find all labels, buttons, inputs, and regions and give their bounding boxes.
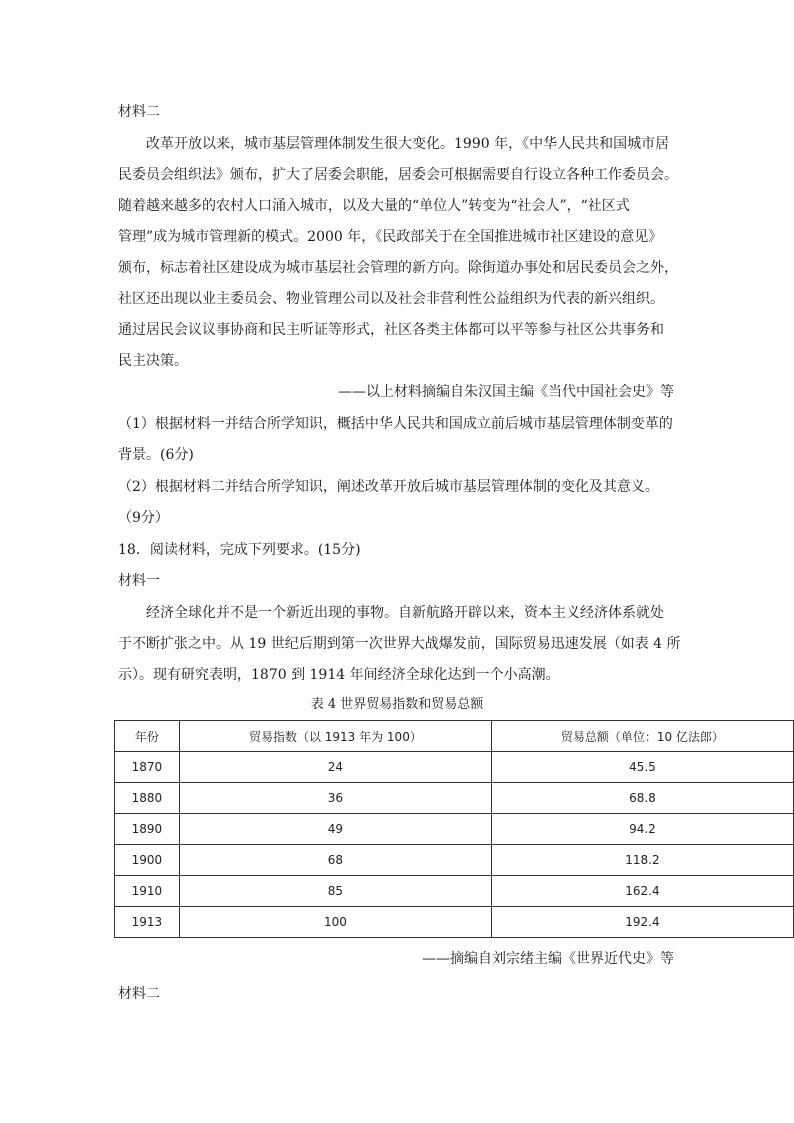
question-2-line: （9分） xyxy=(118,510,169,526)
table-header-row xyxy=(115,721,794,752)
cell-year: 1870 xyxy=(115,752,180,783)
cell-total: 45.5 xyxy=(491,752,793,783)
material-two-paragraph-line: 通过居民会议议事协商和民主听证等形式，社区各类主体都可以平等参与社区公共事务和 xyxy=(118,322,664,338)
trade-table xyxy=(114,720,794,938)
material-two-paragraph-line: 社区还出现以业主委员会、物业管理公司以及社会非营利性公益组织为代表的新兴组织。 xyxy=(118,291,664,307)
header-trade-index: 贸易指数（以 1913 年为 100） xyxy=(179,721,491,752)
material-two-paragraph-line: 随着越来越多的农村人口涌入城市，以及大量的“单位人”转变为“社会人”，“社区式 xyxy=(118,198,630,214)
cell-year: 1913 xyxy=(115,907,180,938)
question-18-title: 18．阅读材料，完成下列要求。(15分) xyxy=(118,542,361,558)
cell-index: 36 xyxy=(179,783,491,814)
question-1-line: 背景。(6分) xyxy=(118,447,194,463)
table-row xyxy=(115,814,794,845)
material-one-paragraph-line: 示）。现有研究表明，1870 到 1914 年间经济全球化达到一个小高潮。 xyxy=(118,667,560,683)
cell-total: 68.8 xyxy=(491,783,793,814)
cell-total: 192.4 xyxy=(491,907,793,938)
cell-total: 162.4 xyxy=(491,876,793,907)
header-year: 年份 xyxy=(115,721,180,752)
cell-year: 1880 xyxy=(115,783,180,814)
table-caption: 表 4 世界贸易指数和贸易总额 xyxy=(310,697,484,712)
cell-year: 1900 xyxy=(115,845,180,876)
cell-total: 118.2 xyxy=(491,845,793,876)
cell-index: 49 xyxy=(179,814,491,845)
material-two-heading-bottom: 材料二 xyxy=(118,986,160,1002)
material-two-paragraph-line: 民主决策。 xyxy=(118,353,188,369)
cell-year: 1890 xyxy=(115,814,180,845)
material-two-source: ——以上材料摘编自朱汉国主编《当代中国社会史》等 xyxy=(338,384,674,400)
cell-index: 100 xyxy=(179,907,491,938)
table-row xyxy=(115,876,794,907)
material-two-paragraph-line: 改革开放以来，城市基层管理体制发生很大变化。1990 年，《中华人民共和国城市居 xyxy=(146,136,670,152)
material-one-paragraph-line: 于不断扩张之中。从 19 世纪后期到第一次世界大战爆发前，国际贸易迅速发展（如表 4 所 xyxy=(118,636,681,652)
table-row xyxy=(115,752,794,783)
material-two-heading: 材料二 xyxy=(118,104,160,120)
table-row xyxy=(115,907,794,938)
cell-year: 1910 xyxy=(115,876,180,907)
material-two-paragraph-line: 民委员会组织法》颁布，扩大了居委会职能，居委会可根据需要自行设立各种工作委员会。 xyxy=(118,167,678,183)
table-row xyxy=(115,845,794,876)
material-one-source: ——摘编自刘宗绪主编《世界近代史》等 xyxy=(422,951,674,967)
cell-index: 68 xyxy=(179,845,491,876)
material-two-paragraph-line: 管理”成为城市管理新的模式。2000 年，《民政部关于在全国推进城市社区建设的意见》 xyxy=(118,229,663,245)
table-row xyxy=(115,783,794,814)
material-one-paragraph-line: 经济全球化并不是一个新近出现的事物。自新航路开辟以来，资本主义经济体系就处 xyxy=(146,605,664,621)
question-1-line: （1）根据材料一并结合所学知识，概括中华人民共和国成立前后城市基层管理体制变革的 xyxy=(118,416,673,432)
material-two-paragraph-line: 颁布，标志着社区建设成为城市基层社会管理的新方向。除街道办事处和居民委员会之外， xyxy=(118,260,678,276)
cell-index: 85 xyxy=(179,876,491,907)
material-one-heading: 材料一 xyxy=(118,573,160,589)
question-2-line: （2）根据材料二并结合所学知识，阐述改革开放后城市基层管理体制的变化及其意义。 xyxy=(118,479,659,495)
cell-total: 94.2 xyxy=(491,814,793,845)
header-trade-total: 贸易总额（单位：10 亿法郎） xyxy=(491,721,793,752)
cell-index: 24 xyxy=(179,752,491,783)
